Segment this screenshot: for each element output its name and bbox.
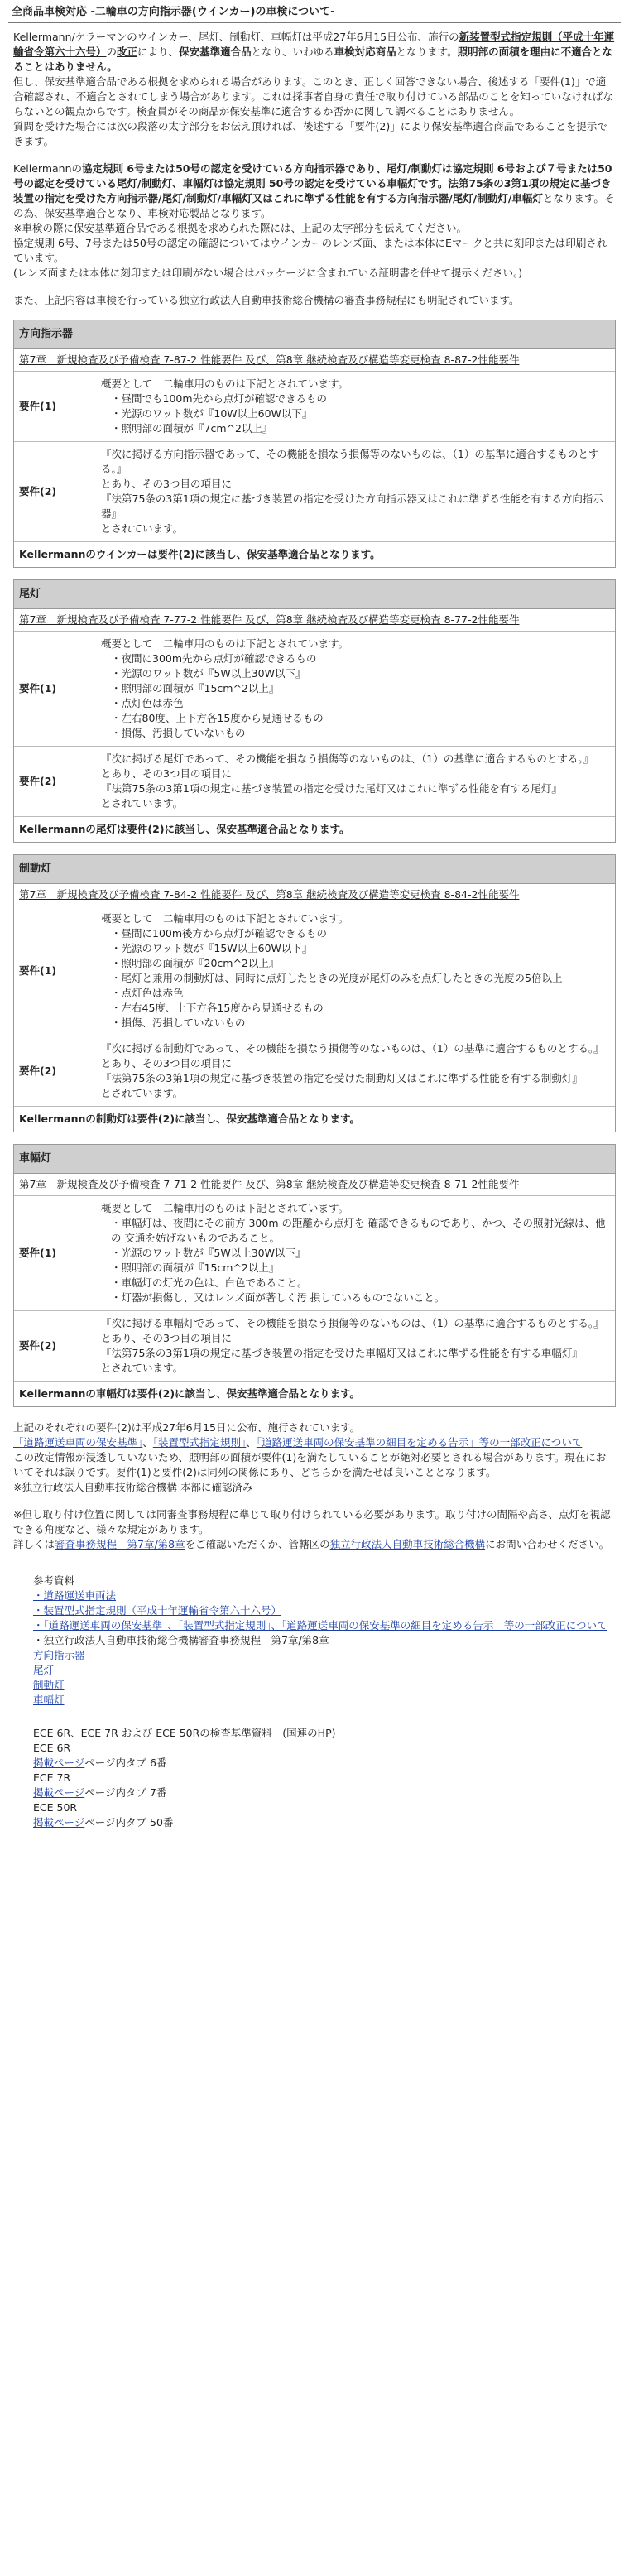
section-conclusion: Kellermannのウインカーは要件(2)に該当し、保安基準適合品となります。 bbox=[19, 548, 381, 560]
requirement-label: 要件(2) bbox=[14, 747, 94, 816]
intro-p5: ※車検の際に保安基準適合品である根拠を求められた際には、上記の太字部分を伝えてください。 bbox=[13, 222, 467, 234]
requirement-body: 概要として 二輪車用のものは下記とされています。 ・車幅灯は、夜間にその前方 300m の距離から点灯を 確認できるものであり、かつ、その照射光線は、他の 交通を妨げないものであること。 ・光源のワット数が『5W以上30W以下』 ・照明部の面積が『15cm^2以上』 ・車幅灯の灯光の色は、白色であること。 ・灯器が損傷し、又はレンズ面が著しく汚 損しているものでないこと。 bbox=[101, 1202, 606, 1304]
road-vehicle-act-link[interactable]: ・道路運送車両法 bbox=[33, 1589, 117, 1602]
requirement-body: 『次に掲げる尾灯であって、その機能を損なう損傷等のないものは、（1）の基準に適合するものとする。』 とあり、その3つ目の項目に 『法第75条の3第1項の規定に基づき装置の指定を受けた尾灯又はこれに準ずる性能を有する尾灯』 とされています。 bbox=[101, 752, 594, 810]
references: 参考資料 ・道路運送車両法 ・装置型式指定規則（平成十年運輸省令第六十六号） ・「道路運送車両の保安基準」、「装置型式指定規則」、「道路運送車両の保安基準の細目を定める告示」等の一部改正について ・独立行政法人自動車技術総合機構審査事務規程 第7章/第8章 方向指示器 尾灯 制動灯 車幅灯 ECE 6R、ECE 7R および ECE 50Rの検査基準資料 (国連のHP) ECE 6R 掲載ページページ内タブ 6番 ECE 7R 掲載ページページ内タブ 7番 ECE 50R 掲載ページページ内タブ 50番 bbox=[33, 1574, 616, 1830]
requirement-label: 要件(1) bbox=[14, 906, 94, 1036]
section-position-light bbox=[13, 1144, 616, 1407]
section-reference: 第7章 新規検査及び予備検査 7-77-2 性能要件 及び、第8章 継続検査及び構造等変更検査 8-77-2性能要件 bbox=[14, 609, 615, 632]
brake-light-link[interactable]: 制動灯 bbox=[33, 1679, 65, 1691]
amendment-notice-link[interactable]: ・「道路運送車両の保安基準」、「装置型式指定規則」、「道路運送車両の保安基準の細目を定める告示」等の一部改正について bbox=[33, 1619, 607, 1632]
position-light-link[interactable]: 車幅灯 bbox=[33, 1694, 65, 1706]
ece-50r-link[interactable]: 掲載ページ bbox=[33, 1816, 85, 1829]
note-text: 上記のそれぞれの要件(2)は平成27年6月15日に公布、施行されています。 bbox=[13, 1421, 360, 1434]
tail-light-link[interactable]: 尾灯 bbox=[33, 1664, 55, 1676]
ece-name: ECE 6R bbox=[33, 1742, 71, 1754]
requirement-label: 要件(2) bbox=[14, 1036, 94, 1106]
note-text: ※但し取り付け位置に関しては同審査事務規程に準じて取り付けられている必要があります。取り付けの間隔や高さ、点灯を視認できる角度など、様々な規定があります。 bbox=[13, 1508, 611, 1536]
inspection-rules-link[interactable]: 審査事務規程 第7章/第8章 bbox=[55, 1538, 185, 1550]
references-heading: 参考資料 bbox=[33, 1574, 75, 1587]
section-conclusion: Kellermannの車幅灯は要件(2)に該当し、保安基準適合品となります。 bbox=[19, 1387, 361, 1400]
note-text: 詳しくは審査事務規程 第7章/第8章をご確認いただくか、管轄区の独立行政法人自動車技術総合機構にお問い合わせください。 bbox=[13, 1538, 610, 1550]
section-reference: 第7章 新規検査及び予備検査 7-87-2 性能要件 及び、第8章 継続検査及び構造等変更検査 8-87-2性能要件 bbox=[14, 349, 615, 372]
intro-text: となります。その為、保安基準適合となり、車検対応製品となります。 bbox=[13, 192, 615, 219]
intro-text: Kellermann/ケラーマンのウインカー、尾灯、制動灯、車幅灯は平成27年6月15日公布、施行の bbox=[13, 31, 459, 43]
section-heading: 方向指示器 bbox=[14, 320, 615, 349]
requirement-label: 要件(1) bbox=[14, 1196, 94, 1310]
requirement-body: 概要として 二輪車用のものは下記とされています。 ・夜間に300m先から点灯が確認できるもの ・光源のワット数が『5W以上30W以下』 ・照明部の面積が『15cm^2以上』 ・点灯色は赤色 ・左右80度、上下方各15度から見通せるもの ・損傷、汚損していないもの bbox=[101, 637, 349, 739]
intro-text: の bbox=[106, 46, 118, 58]
area-note: 照明部の面積を理由に不適合となることはありません。 bbox=[13, 46, 613, 73]
standard-statement: 協定規則 6号または50号の認定を受けている方向指示器であり、尾灯/制動灯は協定規則 6号および７号または50号の認定を受けている尾灯/制動灯、車幅灯は協定規則 50号の認定を受けている車幅灯です。法第75条の3第1項の規定に基づき装置の指定を受けた方向指示器/尾灯/制動灯/車幅灯又はこれに準ずる性能を有する方向指示器/尾灯/制動灯/車幅灯 bbox=[13, 162, 612, 204]
ece-7r-link[interactable]: 掲載ページ bbox=[33, 1786, 85, 1799]
requirement-1 bbox=[14, 372, 615, 442]
intro-text: となります。 bbox=[396, 46, 458, 58]
section-brake-light bbox=[13, 854, 616, 1132]
requirement-label: 要件(2) bbox=[14, 1311, 94, 1381]
requirement-2 bbox=[14, 442, 615, 542]
ece-heading: ECE 6R、ECE 7R および ECE 50Rの検査基準資料 (国連のHP) bbox=[33, 1727, 336, 1739]
ece-name: ECE 7R bbox=[33, 1771, 71, 1784]
note-text: この改定情報が浸透していないため、照明部の面積が要件(1)を満たしていることが絶対必要とされる場合があります。現在においてそれは誤りです。要件(1)と要件(2)は同列の関係にあり、どちらかを満たせば良いこととなります。 bbox=[13, 1451, 607, 1478]
section-conclusion: Kellermannの制動灯は要件(2)に該当し、保安基準適合品となります。 bbox=[19, 1113, 361, 1125]
requirement-1 bbox=[14, 906, 615, 1036]
requirement-body: 概要として 二輪車用のものは下記とされています。 ・昼間に100m後方から点灯が確認できるもの ・光源のワット数が『15W以上60W以下』 ・照明部の面積が『20cm^2以上』 ・尾灯と兼用の制動灯は、同時に点灯したときの光度が尾灯のみを点灯したときの光度の5倍以上 ・点灯色は赤色 ・左右45度、上下方各15度から見通せるもの ・損傷、汚損していないもの bbox=[101, 912, 563, 1029]
intro-p2: 但し、保安基準適合品である根拠を求められる場合があります。このとき、正しく回答できない場合、後述する「要件(1)」で適合確認され、不適合とされてしまう場合があります。これは採事者自身の責任で取り付けている部品のことを知っていなければならないとの観点からです。検査員がその商品が保安基準に適合するか否かに関して調べることはありません。 bbox=[13, 75, 613, 118]
page bbox=[8, 0, 621, 1830]
section-tail-light bbox=[13, 579, 616, 843]
regulation-name: 新装置型式指定規則（平成十年運輸省令第六十六号） bbox=[13, 31, 615, 58]
turn-signal-link[interactable]: 方向指示器 bbox=[33, 1649, 85, 1661]
section-conclusion: Kellermannの尾灯は要件(2)に該当し、保安基準適合品となります。 bbox=[19, 823, 350, 835]
intro-p1 bbox=[13, 30, 616, 74]
requirement-2 bbox=[14, 747, 615, 817]
intro-p8: また、上記内容は車検を行っている独立行政法人自動車技術総合機構の審査事務規程にも明記されています。 bbox=[13, 294, 520, 306]
ece-name: ECE 50R bbox=[33, 1801, 78, 1814]
requirement-body: 『次に掲げる方向指示器であって、その機能を損なう損傷等のないものは、（1）の基準に適合するものとする。』 とあり、その3つ目の項目に 『法第75条の3第1項の規定に基づき装置の指定を受けた方向指示器又はこれに準ずる性能を有する方向指示器』 とされています。 bbox=[101, 448, 603, 535]
requirement-2 bbox=[14, 1036, 615, 1107]
compliant-text: 保安基準適合品 bbox=[179, 46, 252, 58]
section-reference: 第7章 新規検査及び予備検査 7-71-2 性能要件 及び、第8章 継続検査及び構造等変更検査 8-71-2性能要件 bbox=[14, 1174, 615, 1196]
intro-text: Kellermannの bbox=[13, 162, 83, 175]
type-designation-rules-link[interactable]: ・装置型式指定規則（平成十年運輸省令第六十六号） bbox=[33, 1604, 282, 1617]
requirement-label: 要件(1) bbox=[14, 372, 94, 441]
naltec-link[interactable]: 独立行政法人自動車技術総合機構 bbox=[329, 1538, 486, 1550]
page-title: 全商品車検対応 -二輪車の方向指示器(ウインカー)の車検について- bbox=[8, 3, 621, 23]
intro bbox=[13, 30, 616, 308]
requirement-body: 概要として 二輪車用のものは下記とされています。 ・昼間でも100m先から点灯が確認できるもの ・光源のワット数が『10W以上60W以下』 ・照明部の面積が『7cm^2以上』 bbox=[101, 377, 349, 435]
requirement-1 bbox=[14, 1196, 615, 1311]
requirement-body: 『次に掲げる制動灯であって、その機能を損なう損傷等のないものは、（1）の基準に適合するものとする。』 とあり、その3つ目の項目に 『法第75条の3第1項の規定に基づき装置の指定を受けた制動灯又はこれに準ずる性能を有する制動灯』 とされています。 bbox=[101, 1042, 604, 1099]
note-text: ※独立行政法人自動車技術総合機構 本部に確認済み bbox=[13, 1481, 253, 1493]
requirement-label: 要件(1) bbox=[14, 632, 94, 746]
section-heading: 尾灯 bbox=[14, 580, 615, 609]
intro-p3: 質問を受けた場合には次の段落の太字部分をお伝え頂ければ、後述する「要件(2)」により保安基準適合商品であることを提示できます。 bbox=[13, 120, 607, 147]
type-designation-link[interactable]: 「装置型式指定規則」 bbox=[152, 1436, 247, 1449]
intro-text: により、 bbox=[137, 46, 180, 58]
section-heading: 車幅灯 bbox=[14, 1145, 615, 1174]
section-turn-signal bbox=[13, 320, 616, 568]
amendment-text: 改正 bbox=[117, 46, 138, 58]
intro-p4 bbox=[13, 161, 616, 221]
requirement-body: 『次に掲げる車幅灯であって、その機能を損なう損傷等のないものは、（1）の基準に適合するものとする。』 とあり、その3つ目の項目に 『法第75条の3第1項の規定に基づき装置の指定を受けた車幅灯又はこれに準ずる性能を有する車幅灯』 とされています。 bbox=[101, 1317, 604, 1374]
requirement-1 bbox=[14, 632, 615, 747]
safety-standard-link[interactable]: 「道路運送車両の保安基準」 bbox=[13, 1436, 143, 1449]
amendment-links: 「道路運送車両の保安基準」、「装置型式指定規則」、「道路運送車両の保安基準の細目を定める告示」等の一部改正について bbox=[13, 1436, 583, 1449]
ece-6r-link[interactable]: 掲載ページ bbox=[33, 1757, 85, 1769]
notes bbox=[13, 1420, 616, 1552]
intro-p6: 協定規則 6号、7号または50号の認定の確認についてはウインカーのレンズ面、または本体にEマークと共に刻印または印刷されています。 bbox=[13, 237, 607, 264]
inspection-text: 車検対応商品 bbox=[334, 46, 396, 58]
section-reference: 第7章 新規検査及び予備検査 7-84-2 性能要件 及び、第8章 継続検査及び構造等変更検査 8-84-2性能要件 bbox=[14, 884, 615, 906]
naltec-rules-label: ・独立行政法人自動車技術総合機構審査事務規程 第7章/第8章 bbox=[33, 1634, 329, 1646]
section-heading: 制動灯 bbox=[14, 855, 615, 884]
intro-p7: (レンズ面または本体に刻印または印刷がない場合はパッケージに含まれている証明書を併せて提示ください。) bbox=[13, 267, 523, 279]
intro-text: となり、いわゆる bbox=[251, 46, 334, 58]
requirement-label: 要件(2) bbox=[14, 442, 94, 541]
notice-amendment-link[interactable]: 「道路運送車両の保安基準の細目を定める告示」等の一部改正について bbox=[256, 1436, 583, 1449]
requirement-2 bbox=[14, 1311, 615, 1382]
